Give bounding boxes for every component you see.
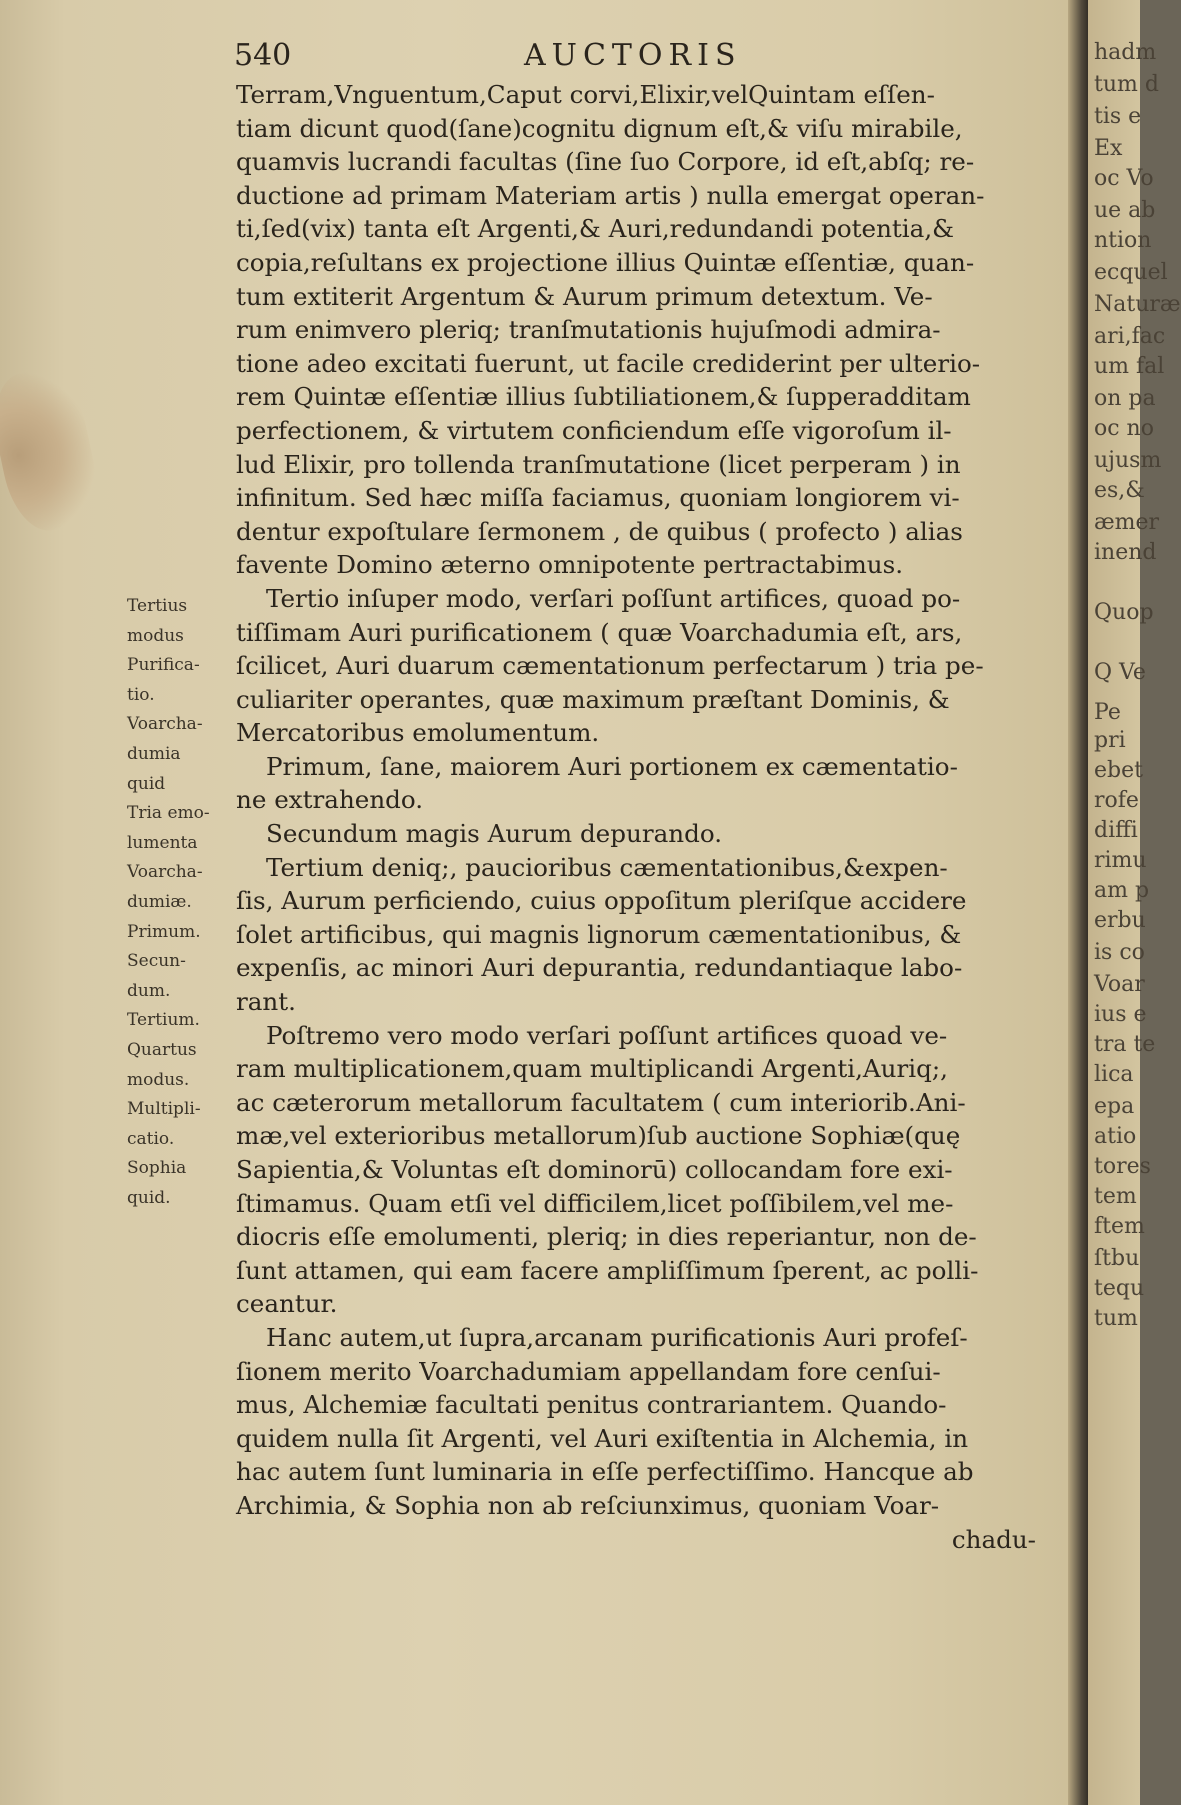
adjacent-page-fragment: tum [1094, 1306, 1138, 1331]
text-line: expenſis, ac minori Auri depurantia, redundantiaque labo- [236, 953, 963, 983]
adjacent-page-fragment: tores [1094, 1154, 1151, 1179]
text-line: tiſſimam Auri purificationem ( quæ Voarchadumia eſt, ars, [236, 617, 963, 647]
marginal-note: Tertius [127, 596, 188, 616]
marginal-note: Voarcha- [127, 862, 203, 883]
text-line: lud Elixir, pro tollenda tranſmutatione (licet perperam ) in [236, 449, 961, 479]
adjacent-page-fragment: tra te [1094, 1032, 1156, 1057]
book-gutter [1068, 0, 1090, 1805]
adjacent-page-fragment: es,& [1094, 478, 1145, 503]
adjacent-page-fragment: hadm [1094, 40, 1157, 65]
adjacent-page-fragment: epa [1094, 1094, 1135, 1119]
adjacent-page-fragment: Quop [1094, 600, 1154, 625]
text-line: ne extrahendo. [236, 785, 424, 815]
text-line: Secundum magis Aurum depurando. [266, 819, 723, 849]
adjacent-page-fragment: inend [1094, 540, 1157, 565]
page-number: 540 [234, 38, 292, 73]
text-line: ti,ſed(vix) tanta eſt Argenti,& Auri,redundandi potentia,& [236, 214, 955, 244]
text-line: quidem nulla ſit Argenti, vel Auri exiſtentia in Alchemia, in [236, 1423, 969, 1453]
text-line: ductione ad primam Materiam artis ) nulla emergat operan- [236, 180, 985, 210]
adjacent-page-fragment: ftem [1094, 1214, 1145, 1239]
text-line: Mercatoribus emolumentum. [236, 718, 600, 748]
marginal-note: Secun- [127, 951, 186, 972]
adjacent-page-fragment: rimu [1094, 848, 1147, 873]
adjacent-page-fragment: oc Vo [1094, 166, 1154, 191]
text-line: Primum, ſane, maiorem Auri portionem ex cæmentatio- [266, 751, 958, 781]
adjacent-page-edge [1088, 0, 1181, 1805]
text-line: tiam dicunt quod(ſane)cognitu dignum eſt,& viſu mirabile, [236, 113, 963, 143]
adjacent-page-fragment: Q Ve [1094, 660, 1146, 685]
marginal-note: Quartus [127, 1039, 197, 1060]
text-line: Tertium deniq;, paucioribus cæmentationibus,&expen- [266, 852, 948, 882]
text-line: tum extiterit Argentum & Aurum primum detextum. Ve- [236, 281, 933, 311]
text-line: Sapientia,& Voluntas eſt dominorū) collocandam fore exi- [236, 1155, 953, 1184]
text-line: Poſtremo vero modo verſari poſſunt artifices quoad ve- [266, 1020, 948, 1050]
adjacent-page-fragment: tis e [1094, 104, 1142, 129]
text-line: quamvis lucrandi facultas (ſine ſuo Corpore, id eſt,abſq; re- [236, 147, 975, 177]
marginal-note: Voarcha- [127, 714, 203, 735]
adjacent-page-fragment: rofe [1094, 788, 1139, 813]
marginal-note: dum. [127, 980, 171, 1001]
adjacent-page-fragment: lica [1094, 1062, 1134, 1087]
catchword: chadu- [951, 1524, 1036, 1554]
text-line: mus, Alchemiæ facultati penitus contrariantem. Quando- [236, 1390, 947, 1420]
text-line: diocris eſſe emolumenti, pleriq; in dies reperiantur, non de- [236, 1222, 977, 1252]
marginal-note: tio. [127, 684, 155, 705]
adjacent-page-fragment: Naturæ [1094, 292, 1181, 317]
text-line: ſis, Aurum perficiendo, cuius oppoſitum pleriſque accidere [236, 886, 967, 916]
text-line: ſtimamus. Quam etſi vel difficilem,licet poſſibilem,vel me- [236, 1188, 954, 1218]
adjacent-page-fragment: tequ [1094, 1276, 1145, 1301]
paper-stain [0, 362, 106, 537]
text-line: hac autem ſunt luminaria in eſſe perfectiſſimo. Hancque ab [236, 1457, 974, 1487]
adjacent-page-fragment: um fal [1094, 354, 1165, 379]
adjacent-page-fragment: tum d [1094, 72, 1159, 97]
marginal-note: Tria emo- [127, 803, 210, 824]
text-line: mæ,vel exterioribus metallorum)ſub auctione Sophiæ(quę [236, 1121, 961, 1151]
adjacent-page-fragment: erbu [1094, 908, 1146, 933]
marginal-note: quid. [127, 1187, 171, 1208]
marginal-note: Tertium. [127, 1010, 200, 1031]
adjacent-page-fragment: ntion [1094, 228, 1152, 253]
marginal-note: Purifica- [127, 655, 200, 676]
text-line: Hanc autem,ut ſupra,arcanam purificationis Auri profeſ- [266, 1322, 968, 1352]
text-line: infinitum. Sed hæc miſſa faciamus, quoniam longiorem vi- [236, 483, 960, 513]
adjacent-page-fragment: ius e [1094, 1002, 1147, 1027]
text-line: copia,reſultans ex projectione illius Quintæ eſſentiæ, quan- [236, 247, 975, 277]
adjacent-page-fragment: atio [1094, 1124, 1137, 1149]
adjacent-page-fragment: æmer [1094, 510, 1160, 535]
text-line: Archimia, & Sophia non ab reſciunximus, quoniam Voar- [236, 1490, 940, 1520]
adjacent-page-fragment: ue ab [1094, 198, 1156, 223]
marginal-note: dumiæ. [127, 891, 192, 912]
marginal-note: Primum. [127, 921, 201, 942]
text-line: culiariter operantes, quæ maximum præſtant Dominis, & [236, 684, 950, 714]
adjacent-page-fragment: tem [1094, 1184, 1137, 1209]
text-line: Tertio inſuper modo, verſari poſſunt artifices, quoad po- [266, 583, 961, 613]
text-line: ſcilicet, Auri duarum cæmentationum perfectarum ) tria pe- [236, 651, 984, 681]
text-line: ram multiplicationem,quam multiplicandi Argenti,Auriq;, [236, 1054, 948, 1084]
marginal-note: dumia [127, 743, 181, 764]
text-line: ſolet artificibus, qui magnis lignorum cæmentationibus, & [236, 919, 962, 949]
marginal-note: modus [127, 625, 184, 646]
text-line: dentur expoſtulare ſermonem , de quibus ( profecto ) alias [236, 516, 963, 546]
adjacent-page-fragment: diffi [1094, 818, 1138, 843]
text-line: tione adeo excitati fuerunt, ut facile crediderint per ulterio- [236, 348, 981, 378]
adjacent-page-fragment: ari,fac [1094, 324, 1166, 349]
text-line: Terram,Vnguentum,Caput corvi,Elixir,velQuintam eſſen- [236, 80, 935, 109]
adjacent-page-fragment: ecquel [1094, 260, 1168, 285]
adjacent-page-fragment: pri [1094, 728, 1126, 753]
adjacent-page-fragment: ſtbu [1094, 1246, 1140, 1271]
text-line: perfectionem, & virtutem conficiendum eſſe vigoroſum il- [236, 415, 952, 445]
text-line: ſionem merito Voarchadumiam appellandam fore cenſui- [236, 1356, 941, 1386]
adjacent-page-fragment: oc no [1094, 416, 1154, 441]
adjacent-page-fragment: on pa [1094, 386, 1156, 411]
marginal-note: quid [127, 773, 166, 794]
adjacent-page-fragment: am p [1094, 878, 1150, 903]
text-line: ceantur. [236, 1289, 338, 1319]
marginal-notes [127, 592, 237, 1213]
adjacent-page-fragment: Voar [1094, 972, 1145, 997]
adjacent-page-fragment: is co [1094, 940, 1145, 965]
main-text-block [236, 78, 1036, 1556]
running-title: AUCTORIS [524, 38, 742, 73]
marginal-note: modus. [127, 1069, 190, 1090]
adjacent-page-fragment: Pe [1094, 700, 1121, 725]
text-line: rem Quintæ eſſentiæ illius ſubtiliationem,& ſupperadditam [236, 382, 971, 412]
adjacent-page-fragment: ujusm [1094, 448, 1162, 473]
adjacent-page-fragment: ebet [1094, 758, 1143, 783]
marginal-note: catio. [127, 1128, 175, 1149]
text-line: rum enimvero pleriq; tranſmutationis hujuſmodi admira- [236, 315, 941, 345]
adjacent-page-fragment: Ex [1094, 136, 1123, 161]
marginal-note: Sophia [127, 1158, 187, 1179]
marginal-note: lumenta [127, 832, 198, 853]
text-line: rant. [236, 987, 296, 1017]
marginal-note: Multipli- [127, 1099, 201, 1120]
page-header [234, 38, 1034, 74]
text-line: ac cæterorum metallorum facultatem ( cum interiorib.Ani- [236, 1087, 966, 1117]
text-line: favente Domino æterno omnipotente pertractabimus. [236, 550, 904, 580]
text-line: ſunt attamen, qui eam facere ampliſſimum ſperent, ac polli- [236, 1255, 979, 1285]
